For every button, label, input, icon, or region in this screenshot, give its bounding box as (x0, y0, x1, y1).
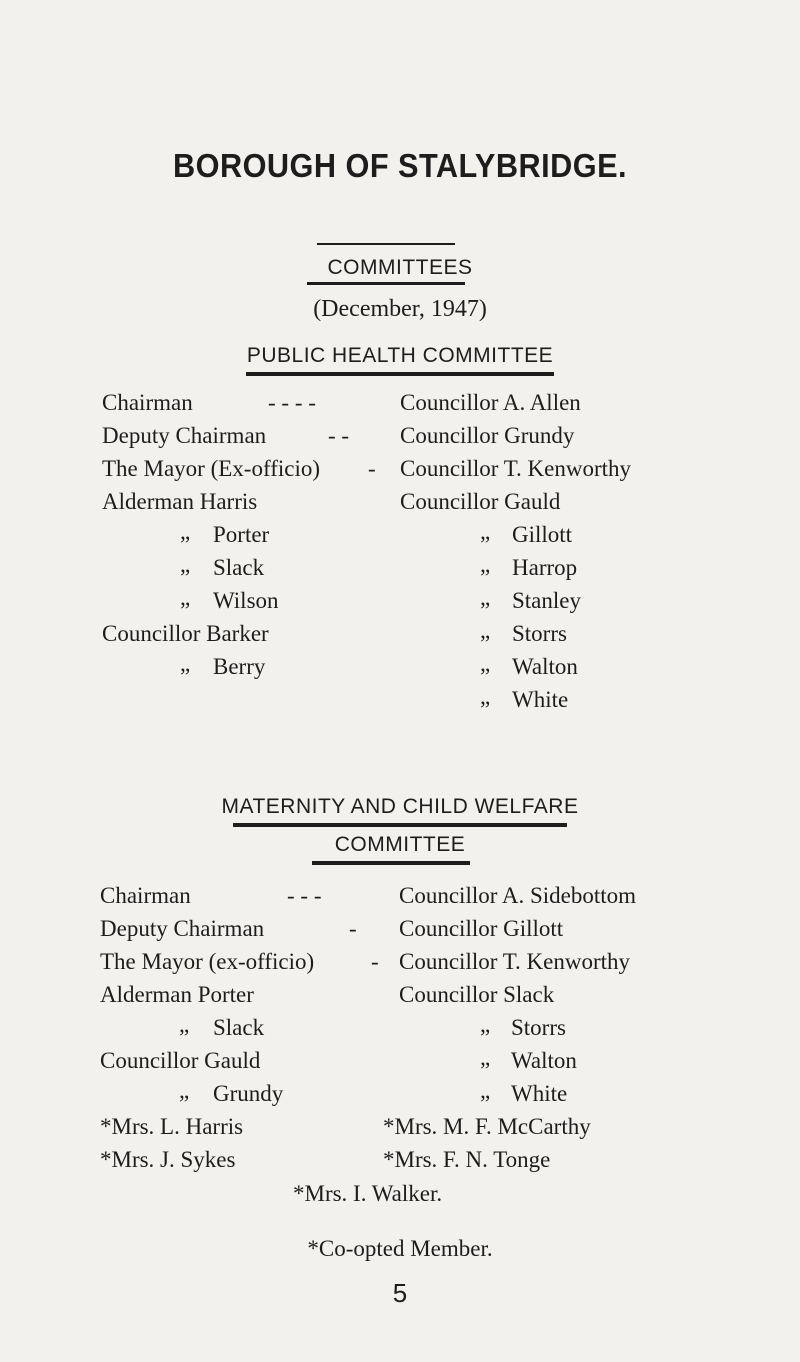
member-name: Alderman Harris (102, 489, 258, 514)
member-name: Councillor Barker (102, 621, 269, 646)
member-name: Berry (213, 654, 266, 679)
ditto-mark: „ (180, 552, 191, 577)
member-name: Porter (213, 522, 270, 547)
ditto-mark: „ (480, 585, 491, 610)
member-role: The Mayor (ex-officio) (100, 949, 315, 974)
ditto-mark: „ (480, 1078, 491, 1103)
member-role: Deputy Chairman (100, 916, 265, 941)
member-name: Gillott (512, 522, 573, 547)
member-name: Harrop (512, 555, 578, 580)
committees-heading: COMMITTEES (327, 256, 473, 279)
member-name: Councillor Gauld (100, 1048, 261, 1073)
maternity-underline-2 (312, 861, 470, 865)
member-name: White (512, 687, 569, 712)
member-role: Deputy Chairman (102, 423, 267, 448)
ditto-mark: „ (480, 618, 491, 643)
member-name: Walton (511, 1048, 577, 1073)
ditto-mark: „ (180, 585, 191, 610)
ditto-mark: „ (480, 519, 491, 544)
maternity-heading-line2: COMMITTEE (334, 833, 466, 856)
member-name: Stanley (512, 588, 581, 613)
separator-dashes: - (368, 456, 376, 481)
maternity-heading-line1: MATERNITY AND CHILD WELFARE (221, 795, 579, 818)
member-name: White (511, 1081, 568, 1106)
separator-dashes: - (349, 916, 357, 941)
member-role: Chairman (102, 390, 193, 415)
ditto-mark: „ (480, 552, 491, 577)
separator-dashes: - - - - (268, 390, 316, 415)
title-divider (317, 243, 455, 245)
member-role: The Mayor (Ex-officio) (102, 456, 320, 481)
separator-dashes: - (371, 949, 379, 974)
member-name: Storrs (511, 1015, 566, 1040)
ditto-mark: „ (180, 519, 191, 544)
member-name: *Mrs. M. F. McCarthy (383, 1114, 591, 1139)
maternity-underline-1 (233, 823, 567, 827)
ditto-mark: „ (480, 1045, 491, 1070)
separator-dashes: - - (328, 423, 350, 448)
member-name: *Mrs. L. Harris (100, 1114, 244, 1139)
member-name: Councillor Slack (399, 982, 555, 1007)
member-name: Councillor T. Kenworthy (400, 456, 632, 481)
member-name: Walton (512, 654, 578, 679)
member-name: Storrs (512, 621, 567, 646)
public-health-underline (246, 372, 554, 376)
member-name: Councillor T. Kenworthy (399, 949, 631, 974)
member-name: Councillor Gauld (400, 489, 561, 514)
public-health-heading: PUBLIC HEALTH COMMITTEE (246, 344, 554, 367)
member-name: Grundy (213, 1081, 284, 1106)
ditto-mark: „ (480, 684, 491, 709)
page-number: 5 (392, 1278, 408, 1308)
committees-date: (December, 1947) (313, 296, 487, 322)
ditto-mark: „ (180, 651, 191, 676)
co-opted-footnote: *Co-opted Member. (307, 1236, 493, 1261)
member-name: *Mrs. F. N. Tonge (383, 1147, 551, 1172)
member-name: *Mrs. I. Walker. (293, 1181, 443, 1206)
member-name: Councillor A. Sidebottom (399, 883, 637, 908)
member-name: Wilson (213, 588, 279, 613)
ditto-mark: „ (480, 651, 491, 676)
ditto-mark: „ (179, 1078, 190, 1103)
member-name: Slack (213, 1015, 265, 1040)
separator-dashes: - - - (287, 883, 322, 908)
member-name: Councillor Gillott (399, 916, 564, 941)
member-role: Chairman (100, 883, 191, 908)
document-title: BOROUGH OF STALYBRIDGE. (172, 147, 628, 184)
member-name: Councillor Grundy (400, 423, 575, 448)
ditto-mark: „ (179, 1012, 190, 1037)
committees-underline (307, 282, 465, 285)
member-name: Councillor A. Allen (400, 390, 581, 415)
ditto-mark: „ (480, 1012, 491, 1037)
member-name: *Mrs. J. Sykes (100, 1147, 236, 1172)
member-name: Alderman Porter (100, 982, 254, 1007)
member-name: Slack (213, 555, 265, 580)
